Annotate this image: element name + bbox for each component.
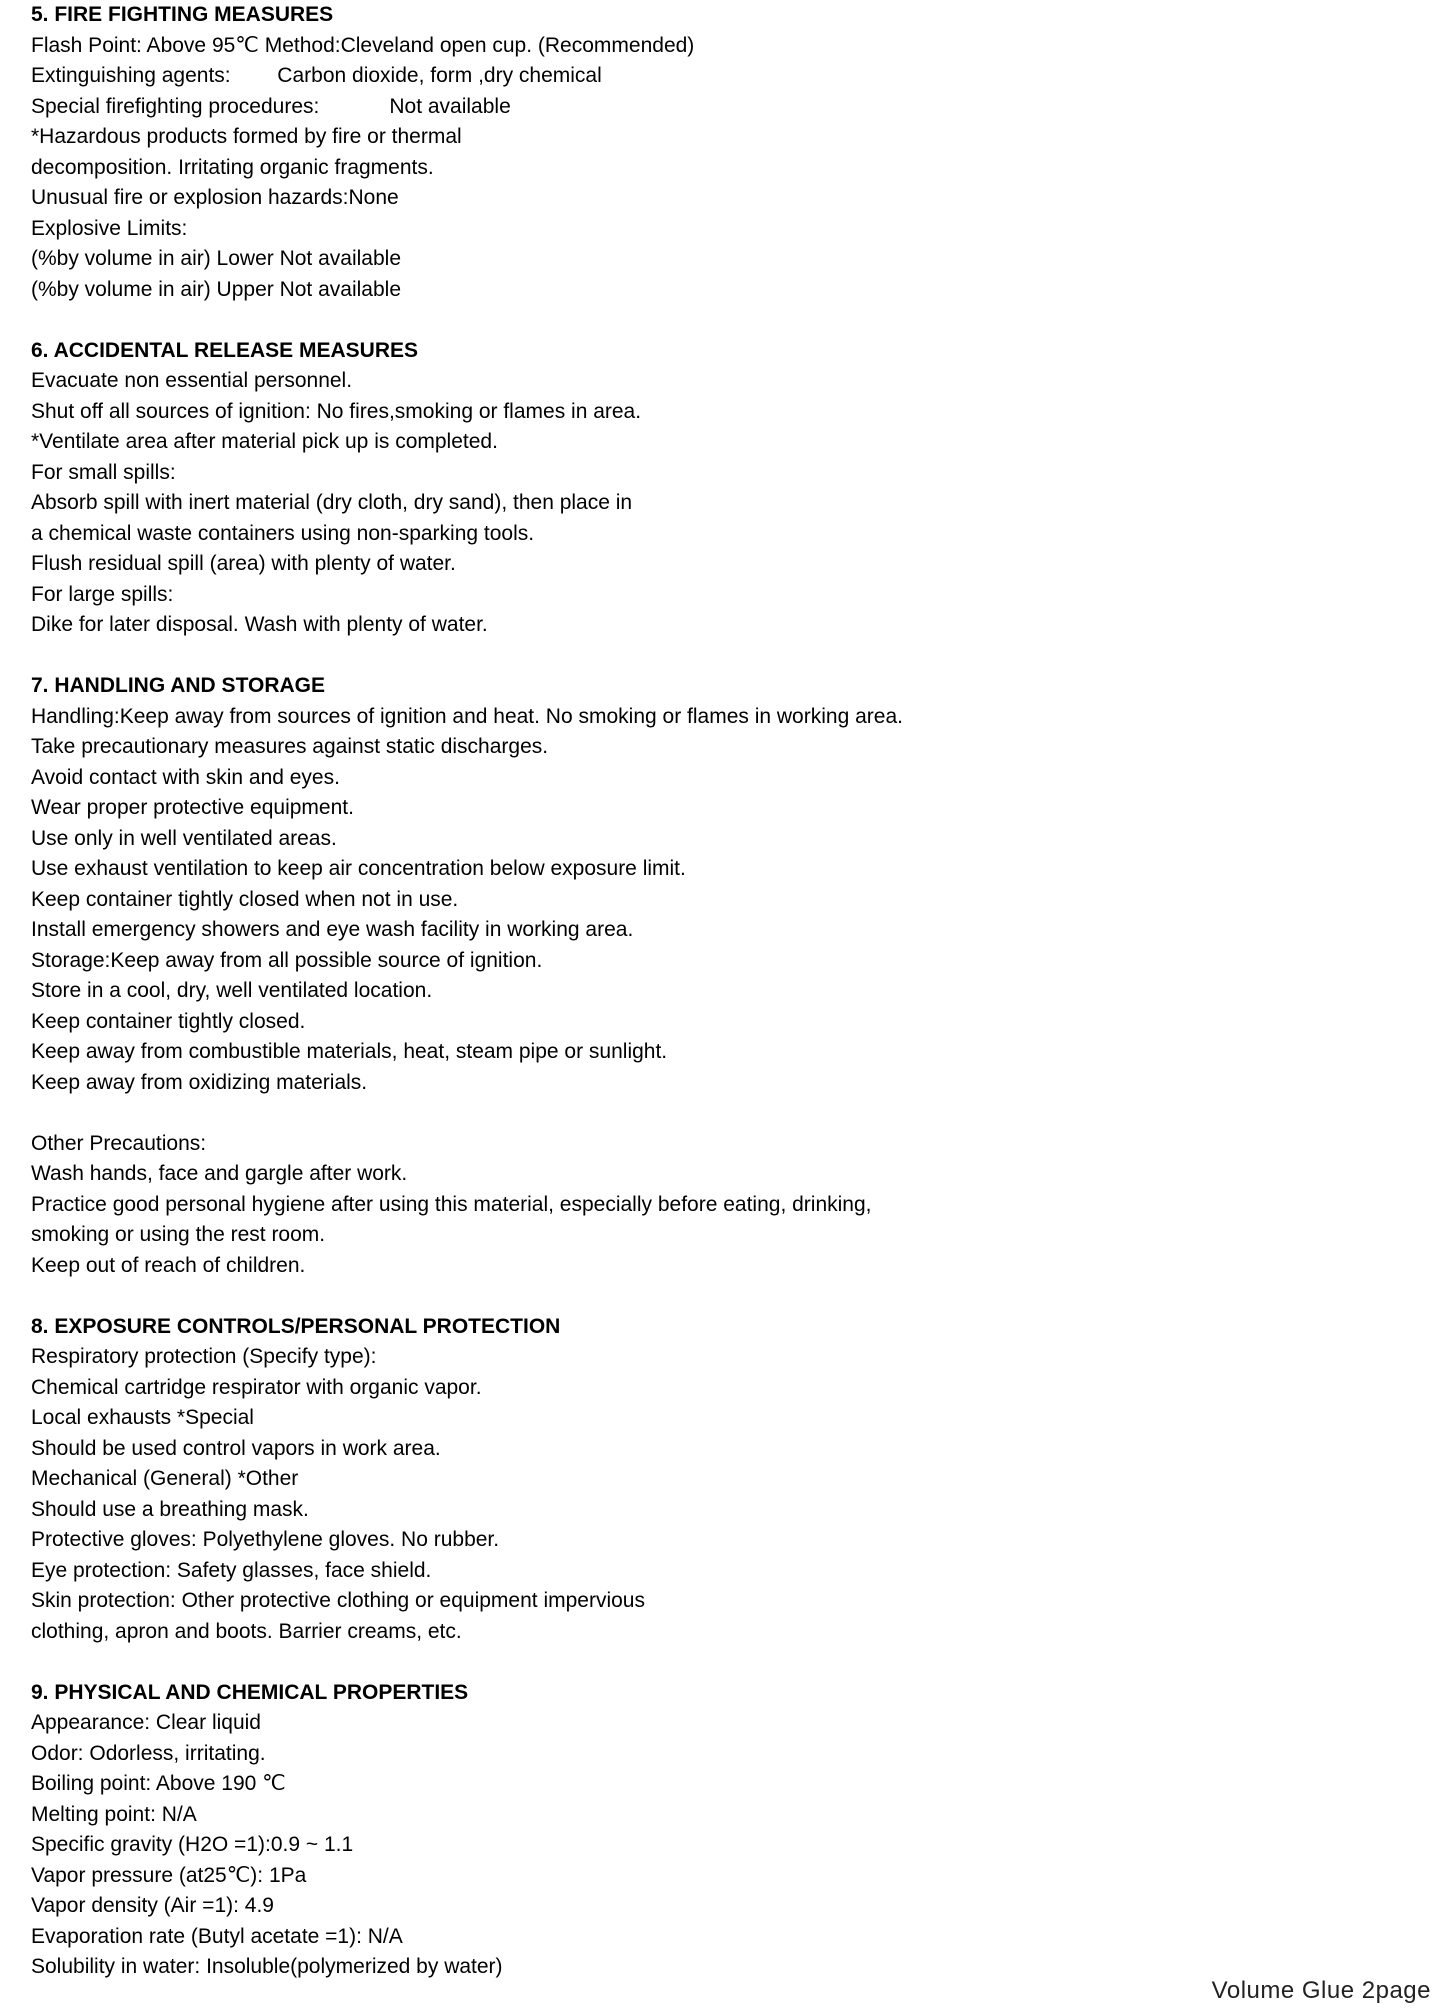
text-line: Absorb spill with inert material (dry cloth, dry sand), then place in — [31, 491, 633, 514]
text-line: Practice good personal hygiene after using this material, especially before eating, drinking, — [31, 1192, 872, 1216]
section-heading: 6. ACCIDENTAL RELEASE MEASURES — [31, 338, 418, 362]
section — [31, 0, 1411, 305]
section — [31, 671, 1411, 1281]
text-line: Keep container tightly closed when not in use. — [31, 887, 459, 911]
section-heading: 9. PHYSICAL AND CHEMICAL PROPERTIES — [31, 1680, 469, 1704]
section-heading: 7. HANDLING AND STORAGE — [31, 674, 326, 697]
text-line: clothing, apron and boots. Barrier creams, etc. — [31, 1619, 462, 1643]
text-line: Unusual fire or explosion hazards:None — [31, 186, 399, 209]
text-line: For small spills: — [31, 460, 176, 484]
text-line: Should use a breathing mask. — [31, 1497, 309, 1521]
text-line: *Hazardous products formed by fire or thermal — [31, 125, 462, 148]
text-line: Explosive Limits: — [31, 216, 188, 240]
text-line: Shut off all sources of ignition: No fires,smoking or flames in area. — [31, 399, 642, 423]
text-line: Other Precautions: — [31, 1131, 207, 1155]
text-line: Protective gloves: Polyethylene gloves. No rubber. — [31, 1528, 500, 1551]
text-line: Odor: Odorless, irritating. — [31, 1741, 266, 1765]
text-line: Store in a cool, dry, well ventilated location. — [31, 979, 433, 1002]
text-line: Storage:Keep away from all possible source of ignition. — [31, 948, 543, 972]
text-line: Flash Point: Above 95℃ Method:Cleveland open cup. (Recommended) — [31, 33, 695, 57]
text-line: Wear proper protective equipment. — [31, 796, 354, 819]
text-line: *Ventilate area after material pick up is completed. — [31, 430, 498, 453]
text-line: decomposition. Irritating organic fragments. — [31, 155, 434, 179]
text-line: Keep out of reach of children. — [31, 1253, 306, 1277]
text-line: Evaporation rate (Butyl acetate =1): N/A — [31, 1924, 403, 1948]
text-line: Specific gravity (H2O =1):0.9 ~ 1.1 — [31, 1833, 354, 1856]
text-line: Local exhausts *Special — [31, 1406, 254, 1429]
text-line: Mechanical (General) *Other — [31, 1467, 299, 1490]
text-line: Melting point: N/A — [31, 1802, 197, 1826]
text-line: Keep away from combustible materials, heat, steam pipe or sunlight. — [31, 1040, 668, 1063]
text-line: smoking or using the rest room. — [31, 1223, 326, 1246]
text-line: Boiling point: Above 190 ℃ — [31, 1772, 286, 1795]
text-line: Vapor pressure (at25℃): 1Pa — [31, 1863, 307, 1887]
text-line: Use exhaust ventilation to keep air concentration below exposure limit. — [31, 857, 686, 880]
text-line: Install emergency showers and eye wash facility in working area. — [31, 918, 634, 941]
text-line: Extinguishing agents: Carbon dioxide, form ,dry chemical — [31, 64, 602, 87]
section-heading: 5. FIRE FIGHTING MEASURES — [31, 3, 334, 26]
blank-line — [31, 1098, 1411, 1129]
text-line: Keep container tightly closed. — [31, 1009, 306, 1033]
text-line: a chemical waste containers using non-sparking tools. — [31, 521, 535, 545]
text-line: Chemical cartridge respirator with organic vapor. — [31, 1375, 482, 1399]
text-line: For large spills: — [31, 582, 174, 606]
text-line: Avoid contact with skin and eyes. — [31, 765, 340, 789]
text-line: Appearance: Clear liquid — [31, 1711, 261, 1734]
text-line: Eye protection: Safety glasses, face shield. — [31, 1558, 432, 1582]
text-line: Should be used control vapors in work area. — [31, 1436, 441, 1460]
page-footer: Volume Glue 2page — [1211, 1977, 1431, 2004]
section — [31, 1312, 1411, 1648]
section — [31, 336, 1411, 641]
text-line: Keep away from oxidizing materials. — [31, 1070, 368, 1094]
text-line: Respiratory protection (Specify type): — [31, 1345, 377, 1368]
text-line: Handling:Keep away from sources of ignition and heat. No smoking or flames in working area. — [31, 704, 903, 728]
text-line: Use only in well ventilated areas. — [31, 826, 337, 850]
text-line: (%by volume in air) Upper Not available — [31, 277, 401, 301]
section-heading: 8. EXPOSURE CONTROLS/PERSONAL PROTECTION — [31, 1314, 561, 1338]
text-line: Special firefighting procedures: Not available — [31, 94, 511, 118]
document-page — [31, 0, 1411, 2013]
text-line: Evacuate non essential personnel. — [31, 369, 353, 392]
text-line: Flush residual spill (area) with plenty of water. — [31, 552, 456, 575]
text-line: Wash hands, face and gargle after work. — [31, 1162, 408, 1185]
text-line: Solubility in water: Insoluble(polymerized by water) — [31, 1955, 503, 1978]
text-line: (%by volume in air) Lower Not available — [31, 247, 401, 270]
section — [31, 1678, 1411, 1983]
text-line: Vapor density (Air =1): 4.9 — [31, 1894, 274, 1917]
text-line: Skin protection: Other protective clothing or equipment impervious — [31, 1589, 645, 1612]
text-line: Dike for later disposal. Wash with plenty of water. — [31, 613, 488, 636]
text-line: Take precautionary measures against static discharges. — [31, 735, 549, 758]
